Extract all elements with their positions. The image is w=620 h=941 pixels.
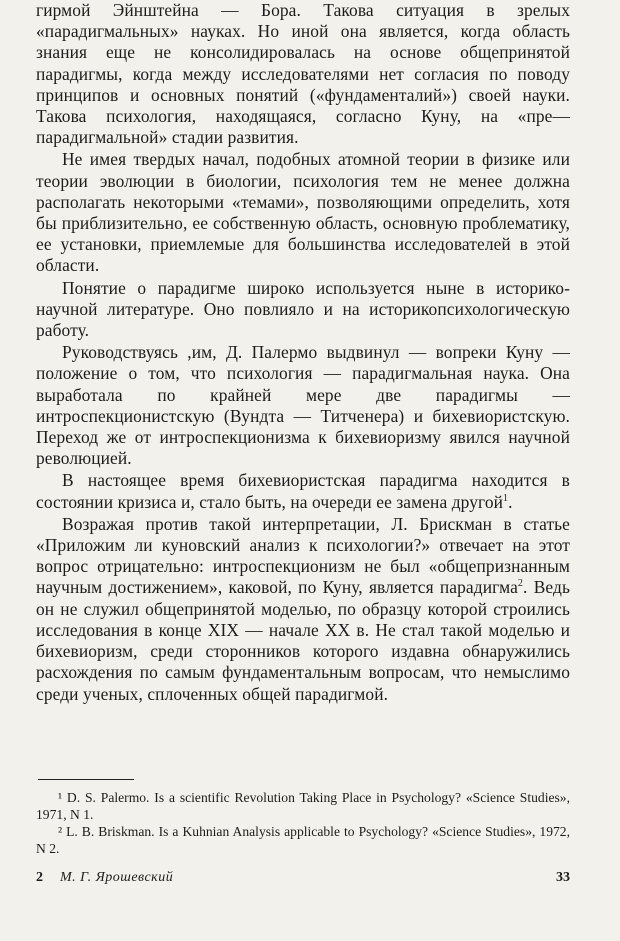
paragraph-2: Не имея твердых начал, подобных атомной теории в физике или теории эволюции в биологии, психология тем не менее должна располагать некоторыми «темами», позволяющими определить, хотя бы приблизительно, ее собственную область, основную проблематику, ее установки, приемлемые для большинства исследователей в этой области. [36,149,570,276]
signature-mark: 2 [36,870,43,885]
footnote-ref-2: 2 [517,578,524,590]
paragraph-3: Понятие о парадигме широко используется ныне в историко-научной литературе. Оно повлияло и на историкопсихологическую работу. [36,277,570,341]
footnote-rule [38,779,134,780]
paragraph-6: Возражая против такой интерпретации, Л. Брискман в статье «Приложим ли куновский анализ к психологии?» отвечает на этот вопрос отрицательно: интроспекционизм не был «общепризнанным научным достижением», каковой, по Куну, является парадигма$^2$. Ведь он не служил общепринятой моделью, по образцу которой строились исследования в конце XIX — начале XX в. Не стал такой моделью и бихевиоризм, среди сторонников которого издавна обнаружились расхождения по самым фундаментальным вопросам, что немыслимо среди ученых, сплоченных общей парадигмой. [36,513,570,704]
page-number: 33 [556,870,570,885]
paragraph-6-text: Возражая против такой интерпретации, Л. Брискман в статье «Приложим ли куновский анализ к психологии?» отвечает на этот вопрос отрицательно: интроспекционизм не был «общепризнанным научным достижением», каковой, по Куну, является парадигма [36,513,570,598]
footnote-ref-1: 1 [503,492,509,504]
main-text [36,0,570,705]
paragraph-6-continuation: Ведь он не служил общепринятой моделью, по образцу которой строились исследования в конце XIX — начале XX в. Не стал такой моделью и бихевиоризм, среди сторонников которого издавна обнаружились расхождения по самым фундаментальным вопросам, что немыслимо среди ученых, сплоченных общей парадигмой. [36,577,570,704]
footnote-2: ² L. B. Briskman. Is a Kuhnian Analysis applicable to Psychology? «Science Studies», 1972, N 2. [36,824,570,856]
paragraph-5: В настоящее время бихевиористская парадигма находится в состоянии кризиса и, стало быть, на очереди ее замена другой$^1$. [36,470,570,512]
paragraph-5-text: В настоящее время бихевиористская парадигма находится в состоянии кризиса и, стало быть, на очереди ее замена другой [36,470,570,512]
paragraph-4: Руководствуясь ,им, Д. Палермо выдвинул — вопреки Куну — положение о том, что психология — парадигмальная наука. Она выработала по крайней мере две парадигмы — интроспекционистскую (Вундта — Титченера) и бихевиористскую. Переход же от интроспекционизма к бихевиоризму явился научной революцией. [36,342,570,469]
page-footer [36,870,570,892]
footnote-1: ¹ D. S. Palermo. Is a scientific Revolution Taking Place in Psychology? «Science Studies», 1971, N 1. [36,790,570,822]
author-name: М. Г. Ярошевский [60,870,174,885]
footnotes [36,789,570,857]
paragraph-1: гирмой Эйнштейна — Бора. Такова ситуация в зрелых «парадигмальных» науках. Но иной она является, когда область знания еще не консолидировалась на основе общепринятой парадигмы, когда между исследователями нет согласия по поводу принципов и основных понятий («фундаменталий») своей науки. Такова психология, находящаяся, согласно Куну, на «пре—парадигмальной» стадии развития. [36,0,570,148]
